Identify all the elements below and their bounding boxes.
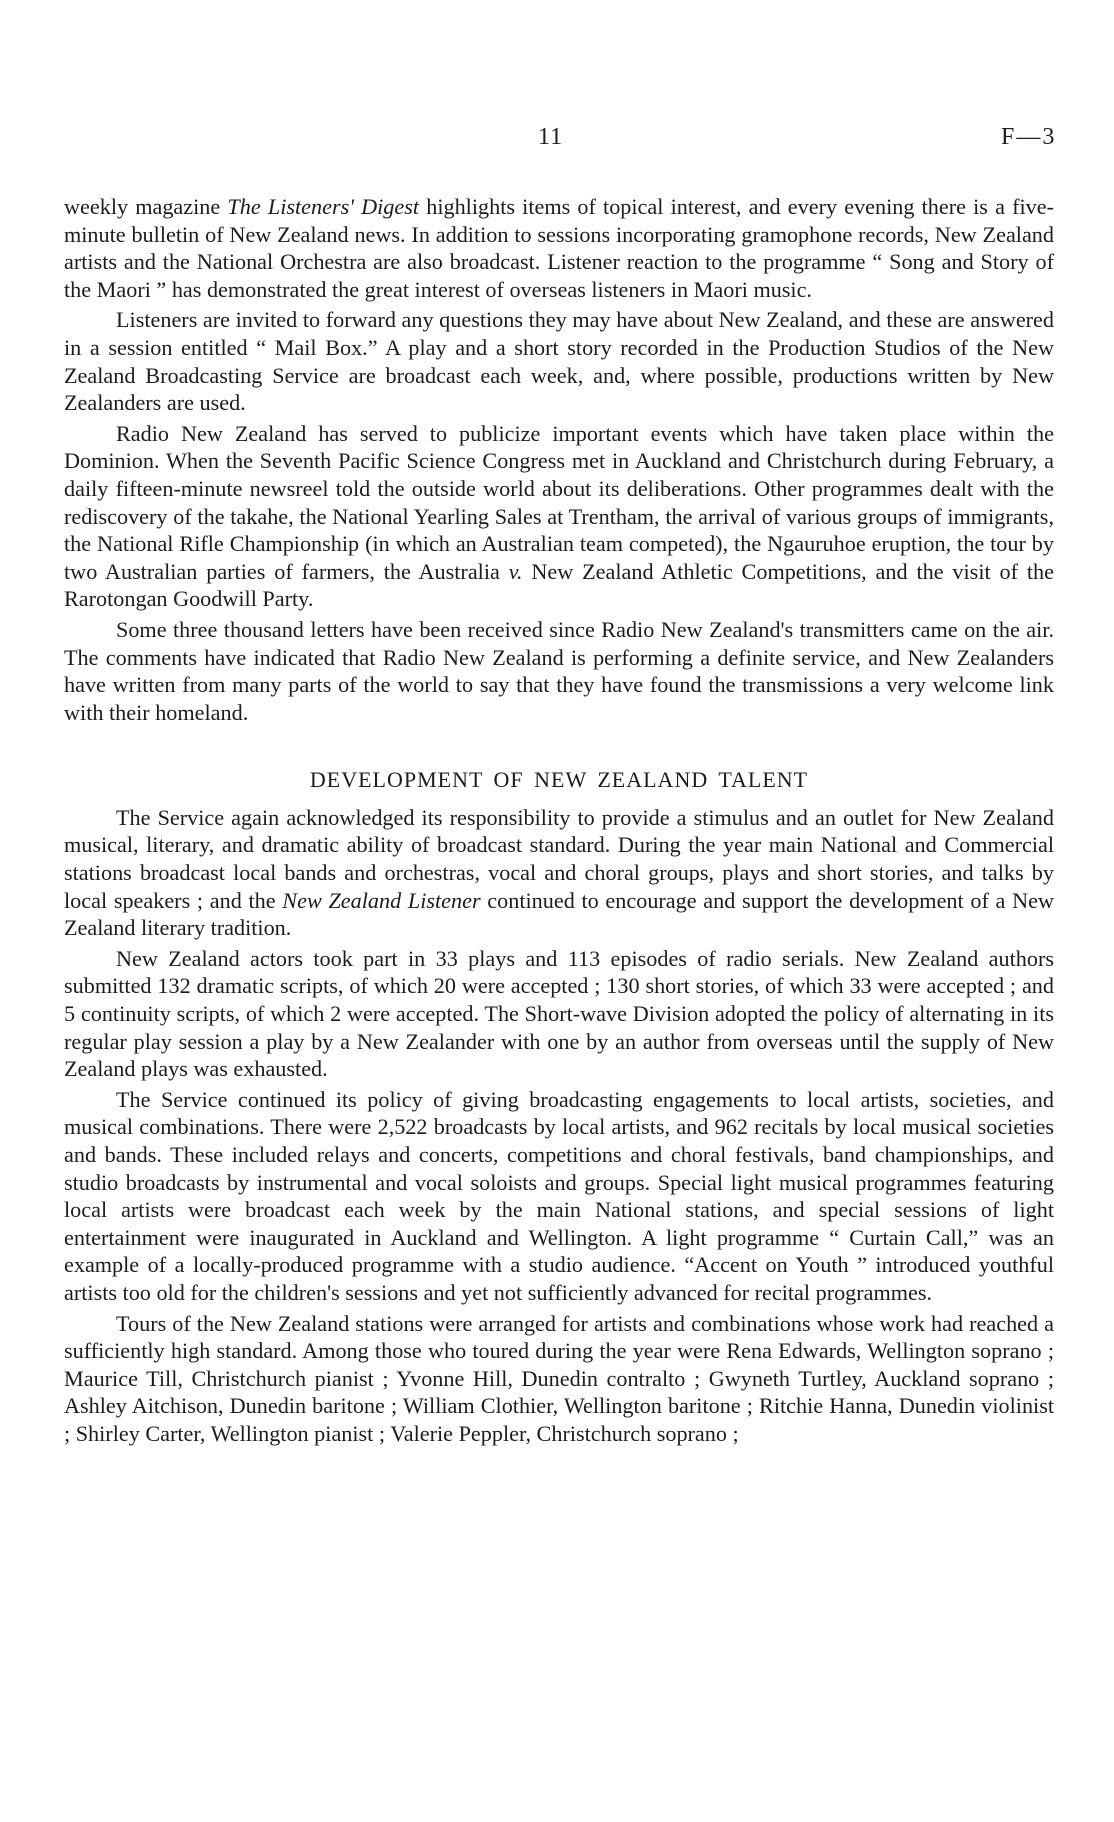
text-run: highlights items of topical interest, and every evening there is a five-minute bulletin of New Zealand news. In addition to sessions incorporating gramophone records, New Zealand artists and the National Orchestra are also broadcast. Listener reaction to the programme “ Song and Story of the Maori ” has demonstrated the great interest of overseas listeners in Maori music. xyxy=(64,194,1054,302)
text-run: continued to encourage and support the development of a New Zealand literary tradition. xyxy=(64,887,1054,941)
italic-title: New Zealand Listener xyxy=(282,887,481,913)
text-run: Radio New Zealand has served to publicize important events which have taken place within the Dominion. When the Seventh Pacific Science Congress met in Auckland and Christchurch during February, a daily fifteen-minute newsreel told the outside world about its deliberations. Other programmes dealt with the rediscovery of the takahe, the National Yearling Sales at Trentham, the arrival of various groups of immigrants, the National Rifle Championship (in which an Australian team competed), the Ngauruhoe eruption, the tour by two Australian parties of farmers, the Australia xyxy=(64,420,1054,584)
paragraph: Listeners are invited to forward any questions they may have about New Zealand, and these are answered in a session entitled “ Mail Box.” A play and a short story recorded in the Production Studios of the New Zealand Broadcasting Service are broadcast each week, and, where possible, productions written by New Zealanders are used. xyxy=(64,307,1054,416)
italic-title: The Listeners' Digest xyxy=(227,194,420,219)
paragraph: Some three thousand letters have been received since Radio New Zealand's transmitters came on the air. The comments have indicated that Radio New Zealand is performing a definite service, and New Zealanders have written from many parts of the world to say that they have found the transmissions a very welcome link with their homeland. xyxy=(64,616,1054,725)
section-heading: DEVELOPMENT OF NEW ZEALAND TALENT xyxy=(309,767,809,793)
text-run: weekly magazine xyxy=(64,194,228,219)
paragraph xyxy=(64,420,1054,613)
paragraph: New Zealand actors took part in 33 plays and 113 episodes of radio serials. New Zealand authors submitted 132 dramatic scripts, of which 20 were accepted ; 130 short stories, of which 33 were accepted ; and 5 continuity scripts, of which 2 were accepted. The Short-wave Division adopted the policy of alternating in its regular play session a play by a New Zealander with one by an author from overseas until the supply of New Zealand plays was exhausted. xyxy=(64,945,1054,1082)
paragraph: The Service continued its policy of giving broadcasting engagements to local artists, societies, and musical combinations. There were 2,522 broadcasts by local artists, and 962 recitals by local musical societies and bands. These included relays and concerts, competitions and choral festivals, band championships, and studio broadcasts by instrumental and vocal soloists and groups. Special light musical programmes featuring local artists were broadcast each week by the main National stations, and special sessions of light entertainment were inaugurated in Auckland and Wellington. A light programme “ Curtain Call,” was an example of a locally-produced programme with a studio audience. “Accent on Youth ” introduced youthful artists too old for the children's sessions and yet not sufficiently advanced for recital programmes. xyxy=(64,1086,1054,1305)
body-text xyxy=(64,193,1054,1448)
document-code: F—3 xyxy=(1001,124,1057,150)
paragraph xyxy=(64,804,1054,942)
paragraph: Tours of the New Zealand stations were arranged for artists and combinations whose work had reached a sufficiently high standard. Among those who toured during the year were Rena Edwards, Wellington soprano ; Maurice Till, Christchurch pianist ; Yvonne Hill, Dunedin contralto ; Gwyneth Turtley, Auckland soprano ; Ashley Aitchison, Dunedin baritone ; William Clothier, Wellington baritone ; Ritchie Hanna, Dunedin violinist ; Shirley Carter, Wellington pianist ; Valerie Peppler, Christchurch soprano ; xyxy=(64,1310,1054,1446)
text-run: New Zealand Athletic Competitions, and the visit of the Rarotongan Goodwill Party. xyxy=(64,558,1054,612)
italic-text: v. xyxy=(508,558,523,584)
text-run: The Service again acknowledged its responsibility to provide a stimulus and an outlet for New Zealand musical, literary, and dramatic ability of broadcast standard. During the year main National and Commercial stations broadcast local bands and orchestras, vocal and choral groups, plays and short stories, and talks by local speakers ; and the xyxy=(64,804,1054,913)
paragraph xyxy=(64,193,1054,303)
page-number: 11 xyxy=(538,124,564,150)
